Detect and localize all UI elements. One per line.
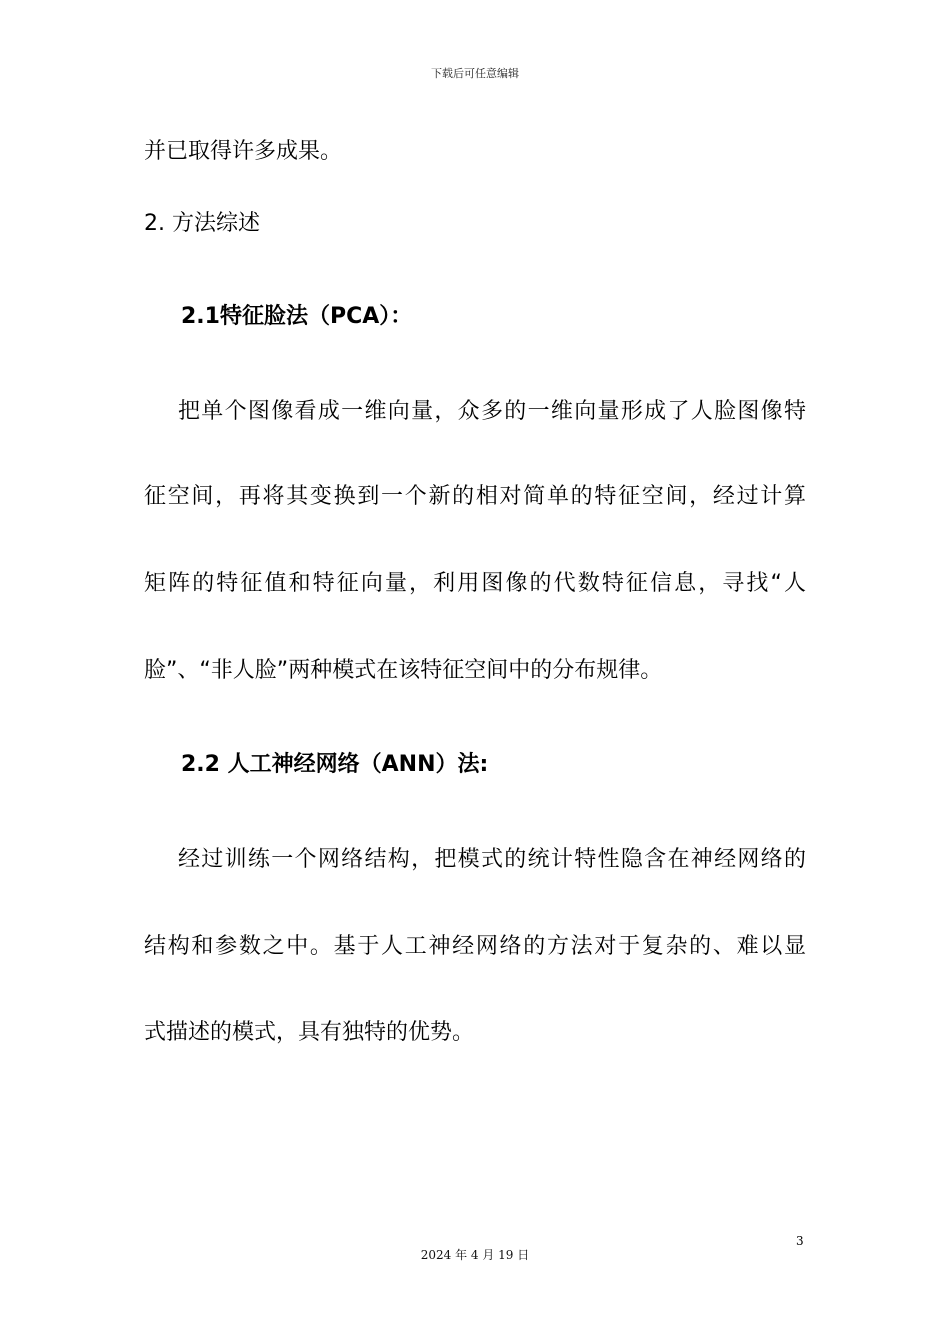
section-title: 2. 方法综述 <box>144 211 260 236</box>
page-header-note: 下载后可任意编辑 <box>431 67 519 80</box>
pca-paragraph-line: 把单个图像看成一维向量，众多的一维向量形成了人脸图像特 <box>178 399 806 424</box>
pca-paragraph-line: 矩阵的特征值和特征向量，利用图像的代数特征信息，寻找“人 <box>144 571 806 596</box>
ann-paragraph-line: 结构和参数之中。基于人工神经网络的方法对于复杂的、难以显 <box>144 934 806 959</box>
ann-paragraph-line: 式描述的模式，具有独特的优势。 <box>144 1020 475 1045</box>
pca-paragraph-line: 征空间，再将其变换到一个新的相对简单的特征空间，经过计算 <box>144 484 806 509</box>
pca-paragraph-line: 脸”、“非人脸”两种模式在该特征空间中的分布规律。 <box>144 658 663 683</box>
ann-paragraph-line: 经过训练一个网络结构，把模式的统计特性隐含在神经网络的 <box>178 847 806 872</box>
page-number: 3 <box>796 1234 804 1248</box>
footer-date: 2024 年 4 月 19 日 <box>420 1248 530 1262</box>
subsection-title-ann: 2.2 人工神经网络（ANN）法: <box>181 752 489 777</box>
intro-tail-text: 并已取得许多成果。 <box>144 139 343 164</box>
subsection-title-pca: 2.1特征脸法（PCA）： <box>181 304 413 329</box>
